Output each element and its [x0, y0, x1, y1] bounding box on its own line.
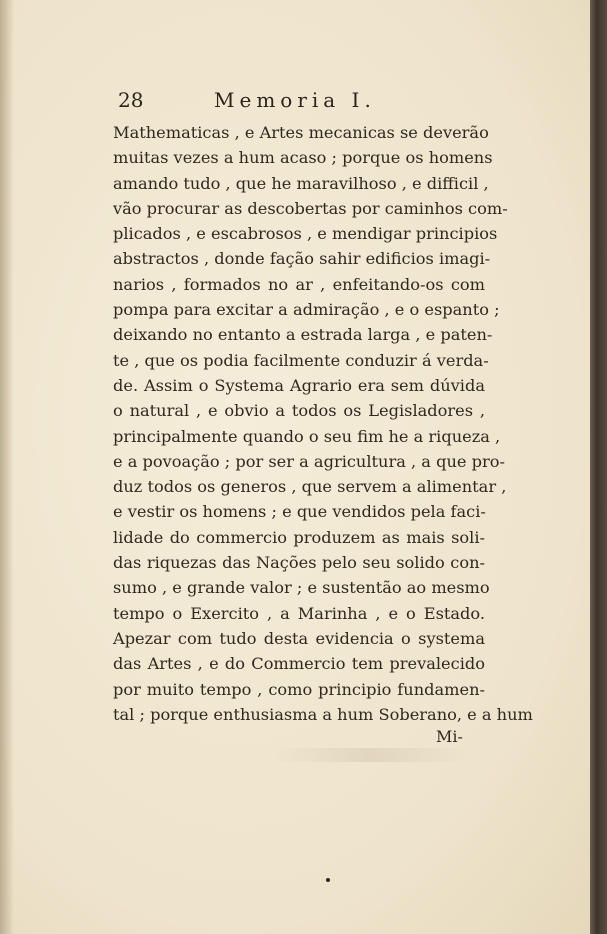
text-line: abstractos , donde fação sahir edificios imagi- [113, 249, 491, 269]
text-line: sumo , e grande valor ; e sustentão ao mesmo [113, 578, 490, 598]
running-head: Memoria I. [214, 88, 376, 112]
text-line: o natural , e obvio a todos os Legisladores , [113, 401, 485, 421]
show-through-bleed [270, 748, 470, 762]
text-line: Apezar com tudo desta evidencia o systema [113, 628, 485, 648]
text-line: duz todos os generos , que servem a alimentar , [113, 477, 507, 497]
ink-speck [326, 878, 330, 882]
gutter-shadow [0, 0, 14, 934]
text-line: principalmente quando o seu fim he a riqueza , [113, 426, 501, 446]
page-header [118, 88, 486, 118]
text-line: lidade do commercio produzem as mais soli- [113, 527, 485, 547]
text-line: por muito tempo , como principio fundamen- [113, 679, 485, 699]
text-line: tempo o Exercito , a Marinha , e o Estado. [113, 603, 485, 623]
text-line: Mathematicas , e Artes mecanicas se deverão [113, 123, 489, 142]
body-text [113, 120, 533, 727]
text-line: muitas vezes a hum acaso ; porque os homens [113, 148, 493, 168]
text-line: e a povoação ; por ser a agricultura , a que pro- [113, 451, 505, 471]
page-number: 28 [118, 88, 144, 112]
text-line: das Artes , e do Commercio tem prevalecido [113, 654, 485, 674]
text-line: de. Assim o Systema Agrario era sem dúvida [113, 375, 485, 395]
text-line: vão procurar as descobertas por caminhos com- [113, 198, 508, 218]
text-line: narios , formados no ar , enfeitando-os com [113, 274, 485, 294]
text-line: amando tudo , que he maravilhoso , e difficil , [113, 173, 489, 193]
text-line: te , que os podia facilmente conduzir á verda- [113, 350, 489, 370]
text-line: pompa para excitar a admiração , e o espanto ; [113, 300, 500, 320]
text-line: tal ; porque enthusiasma a hum Soberano, e a hum [113, 704, 533, 724]
text-line: deixando no entanto a estrada larga , e paten- [113, 325, 493, 345]
text-line: e vestir os homens ; e que vendidos pela faci- [113, 502, 486, 522]
catchword: Mi- [436, 727, 463, 746]
text-line: das riquezas das Nações pelo seu solido con- [113, 553, 485, 573]
page-edge [590, 0, 607, 934]
text-line: plicados , e escabrosos , e mendigar principios [113, 224, 498, 244]
